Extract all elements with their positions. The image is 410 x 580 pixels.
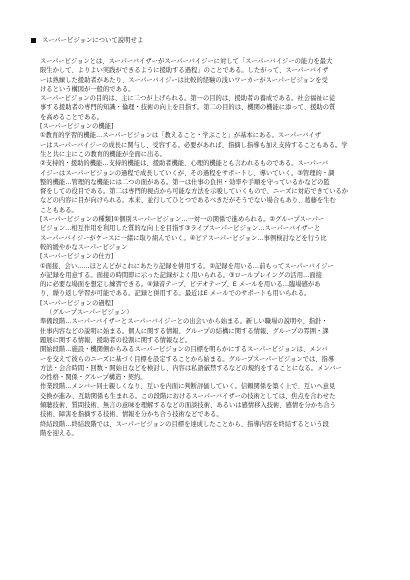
body-line: の性格・関係・グループ構造・契約。 xyxy=(40,374,147,382)
section-label: [スーパービジョンの過程] xyxy=(40,299,114,307)
document-heading xyxy=(31,36,374,45)
body-line: を高めることである。 xyxy=(40,113,103,121)
body-line: ーはスーパーバイジーの成長に関与し、受容する。必要があれば、指摘し指導も加え支持することもある。学 xyxy=(40,141,348,149)
body-line: こともある。 xyxy=(40,206,78,214)
body-line: ②支持的・援助的機能…支持的機能は、援助者機能、心理的機能とも言われるものである。スーパーバ xyxy=(40,160,329,168)
body-line: ①教育的学習的機能…スーパービジョンは「教えること・学ぶこと」が基本にある。スーパーバイザ xyxy=(40,132,322,140)
body-line: 事する援助者の専門的知識・倫理・技術の向上を目指す。第二の目的は、機関の機能に添って、援助の質 xyxy=(40,104,336,112)
body-line: ーを交えて彼らのニーズに基づく目標を設定することから始まる。グループスーパービジョンでは、指導 xyxy=(40,355,335,363)
body-line: 整的機能…管理的な機能には二つの面がある。第一は仕事の負担・効率や手順を守っているかなどの監 xyxy=(40,178,330,186)
body-line: 開始段階…施設・機関側からみるスーパービジョンの目標を明らかにするスーパービジョンは、メンバ xyxy=(40,346,328,354)
body-line: ーは熟練した援助者があたり、スーパーバイジーは比較的経験の浅いワーカーがスーパービジョンを受 xyxy=(40,76,328,84)
body-line: 方法・会合時間・回数・開始日などを検討し、内容は私語厳禁するなどの規約をすることになる。メンバー xyxy=(40,364,342,372)
body-line: 較的緩やかなスーパービジョン xyxy=(40,243,128,251)
body-line: ビジョン…相互作用を利用した質的な向上を目指す③ライブスーパービジョン…スーパーバイザーと xyxy=(40,225,321,233)
body-line: 作業段階…メンバー同士親しくなり、互いを内面に判断評価していく。信頼関係を築く上で、互いへ意見 xyxy=(40,383,336,391)
section-label: [スーパービジョンの機能] xyxy=(40,123,114,131)
body-line: 題展に関する情報、援助者の役割に関する情報など。 xyxy=(40,336,192,344)
body-line: 仕事内容などの説明に始まる。個人に関する情報、グループの結構に関する情報、グループの雰囲・課 xyxy=(40,327,329,335)
body-line: 傾聴技術、質問技術、無言の意味を理解するなどの面談技術、あるいは感情移入技術、感情を分かち合う xyxy=(40,401,336,409)
body-line: ①面接、会い……ほとんどがこれにあたり記録を併用する。②記録を用いる…前もってスーパーバイジー xyxy=(40,262,334,270)
section-label: [スーパービジョンの仕方] xyxy=(40,253,114,261)
body-line: り、繰り返し学習が可能である。記録と併用する。最近はE メールでのサポートも用いられる。 xyxy=(40,290,311,298)
body-line: 交換が進み、互助関係も生まれる。この段階におけるスーパーバイザーの技術としては、焦点を合わせた xyxy=(40,392,336,400)
heading-text: スーパービジョンについて説明せよ xyxy=(42,36,144,44)
body-line: 階を迎える。 xyxy=(40,429,78,437)
body-line: 技術、障害を指摘する技術、情報を分かち合う技術などである。 xyxy=(40,411,223,419)
body-line: が記録を用意する。面接の時間即に示った記録がよく用いられる。③ロールプレイングの活用…面接 xyxy=(40,271,322,279)
body-line: 準備段階…スーパーバイザーとスーパーバイジーとの出会いから始まる。新しい職場の説明や、指針・ xyxy=(40,318,328,326)
body-line: などの内容に目が向けられる。本来、並行してひとつであるべきだがそうでない場合もあり、葛藤を生む xyxy=(40,197,336,205)
body-line: 督をしての役目である。第二は専門的視点から可能な方法を示唆していくもので、ニーズに対応できているか xyxy=(40,188,349,196)
body-line: スーパービジョンとは、スーパーバイザーがスーパーバイジーに対して「スーパーバイジーの能力を最大 xyxy=(40,58,333,65)
body-line: 生と共に主にこの教育的機能が全面に出る。 xyxy=(40,150,166,158)
body-line: けるという構図が一般的である。 xyxy=(40,85,135,93)
body-line: 限生かして、よりよい実践ができるように援助する過程」のことである。したがって、スーパーバイザ xyxy=(40,67,329,75)
subsection-label: （グループスーパービジョン） xyxy=(46,309,133,317)
body-line: [スーパービジョンの種類]①個別スーパービジョン…一対一の関係で進められる。②グループスーパー xyxy=(40,216,325,224)
body-line: イジーはスーパービジョンの過程で成長していくが、その過程をサポートし、導いていく。③管理的・調 xyxy=(40,169,335,177)
body-line: スーパーバイジーがケースに一緒に取り組んでいく。④ピアスーパービジョン…事例検討などを行う比 xyxy=(40,234,327,242)
square-bullet-icon xyxy=(31,38,36,43)
body-line: 終結段階…終結段階では、スーパービジョンの目標を達成したことから、指導内容を終結するという段 xyxy=(40,420,329,428)
body-line: スーパービジョンの目的は、主に二つが上げられる。第一の目的は、援助者の養成である。社会福祉に従 xyxy=(40,95,336,103)
body-line: 的に必要な場面を想定し練習できる。④録音テープ、ビデオテープ、E メールを用いる…臨場感があ xyxy=(40,281,321,289)
